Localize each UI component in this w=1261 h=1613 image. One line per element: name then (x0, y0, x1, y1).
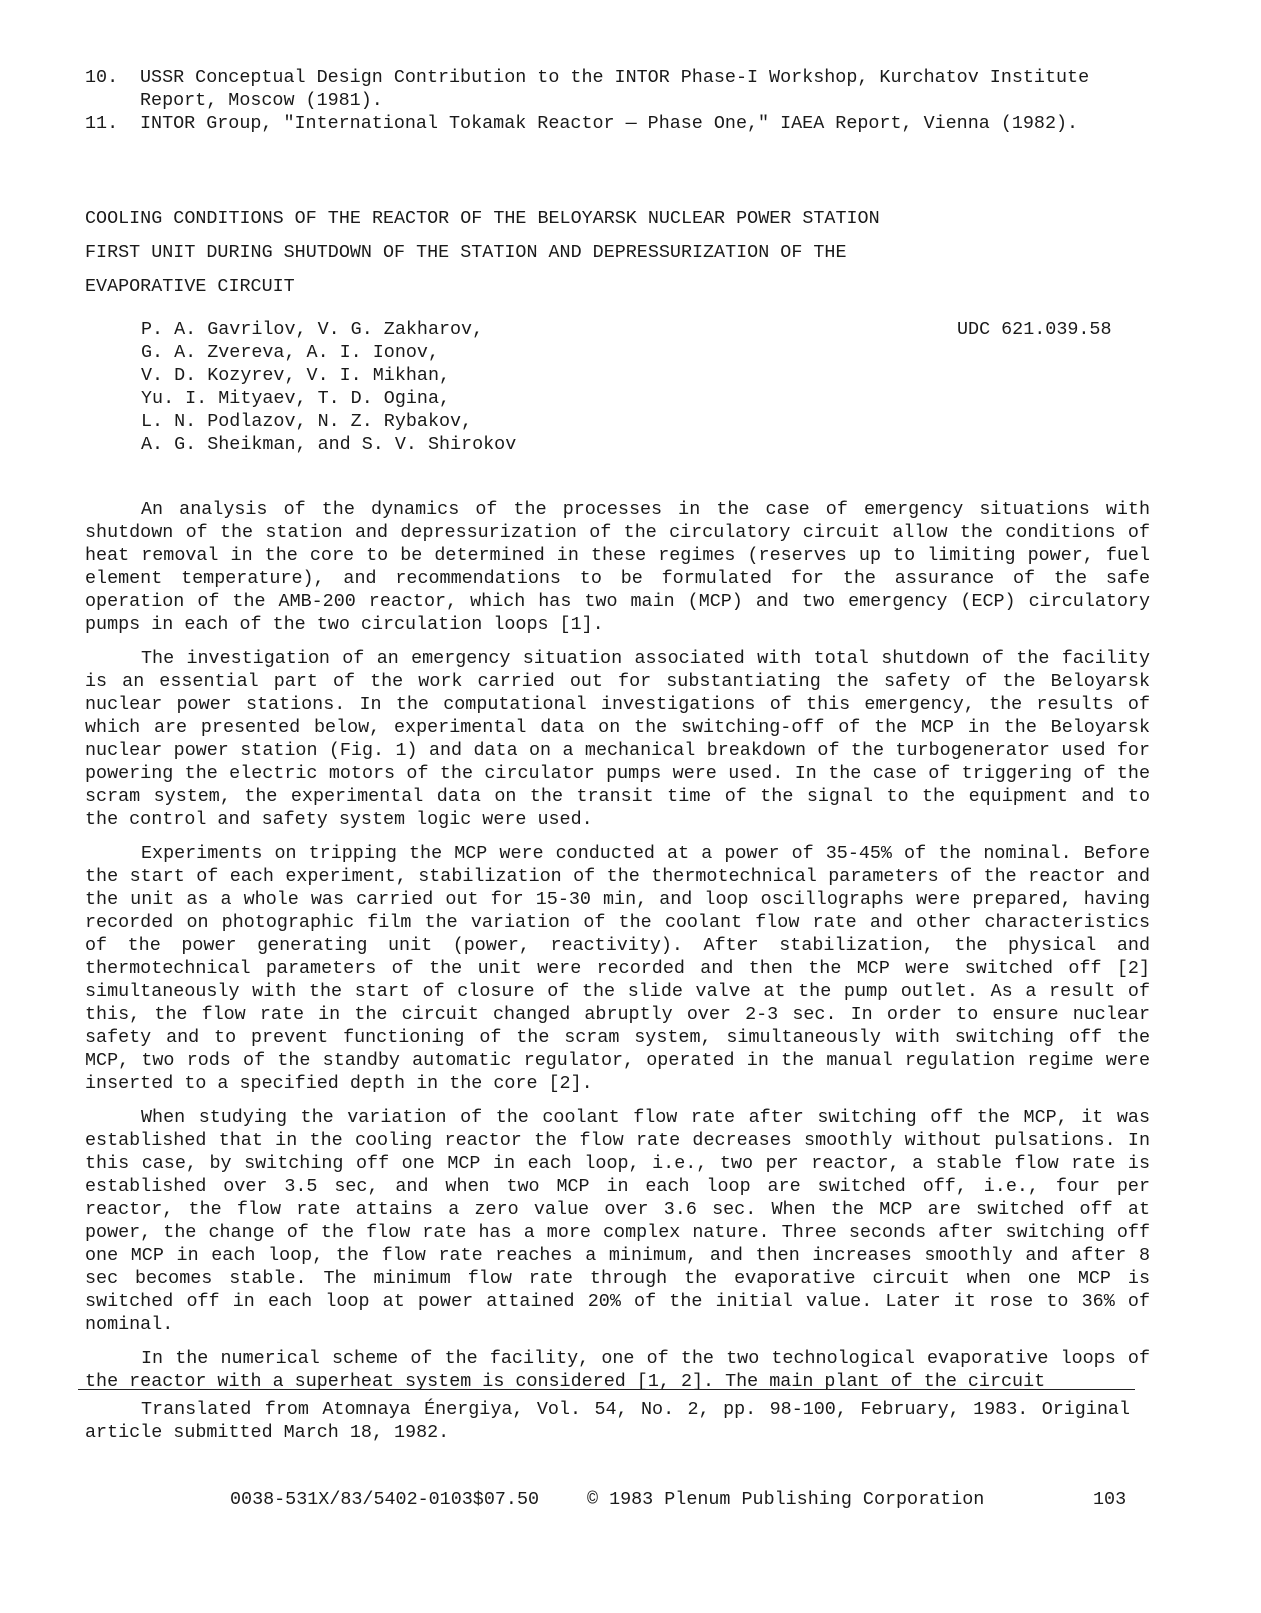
reference-list (85, 66, 1185, 135)
translation-footnote: Translated from Atomnaya Énergiya, Vol. 54, No. 2, pp. 98-100, February, 1983. Original article submitted March 18, 1982. (85, 1399, 1130, 1443)
author-line: V. D. Kozyrev, V. I. Mikhan, (141, 365, 451, 386)
reference-text: INTOR Group, "International Tokamak Reactor — Phase One," IAEA Report, Vienna (1982). (140, 113, 1079, 134)
reference-item (85, 66, 1185, 112)
footnote-divider (78, 1389, 1135, 1390)
body-paragraph: When studying the variation of the coolant flow rate after switching off the MCP, it was established that in the cooling reactor the flow rate decreases smoothly without pulsations. In this case, by switching off one MCP in each loop, i.e., two per reactor, a stable flow rate is established over 3.5 sec, and when two MCP in each loop are switched off, i.e., four per reactor, the flow rate attains a zero value over 3.6 sec. When the MCP are switched off at power, the change of the flow rate has a more complex nature. Three seconds after switching off one MCP in each loop, the flow rate reaches a minimum, and then increases smoothly and after 8 sec becomes stable. The minimum flow rate through the evaporative circuit when one MCP is switched off in each loop at power attained 20% of the initial value. Later it rose to 36% of nominal. (85, 1107, 1150, 1335)
udc-code: UDC 621.039.58 (957, 319, 1112, 340)
author-line: P. A. Gavrilov, V. G. Zakharov, (141, 319, 484, 340)
body-paragraph: In the numerical scheme of the facility, one of the two technological evaporative loops of the reactor with a superheat system is considered [1, 2]. The main plant of the circuit (85, 1348, 1150, 1392)
body-paragraph: The investigation of an emergency situation associated with total shutdown of the facility is an essential part of the work carried out for substantiating the safety of the Beloyarsk nuclear power stations. In the computational investigations of this emergency, the results of which are presented below, experimental data on the switching-off of the MCP in the Beloyarsk nuclear power station (Fig. 1) and data on a mechanical breakdown of the turbogenerator used for powering the electric motors of the circulator pumps were used. In the case of triggering of the scram system, the experimental data on the transit time of the signal to the equipment and to the control and safety system logic were used. (85, 648, 1150, 830)
page-footer (0, 1488, 1261, 1511)
author-list (141, 318, 741, 456)
body-paragraph: Experiments on tripping the MCP were conducted at a power of 35-45% of the nominal. Before the start of each experiment, stabilization of the thermotechnical parameters of the reactor and the unit as a whole was carried out for 15-30 min, and loop oscillographs were prepared, having recorded on photographic film the variation of the coolant flow rate and other characteristics of the power generating unit (power, reactivity). After stabilization, the physical and thermotechnical parameters of the unit were recorded and then the MCP were switched off [2] simultaneously with the start of closure of the slide valve at the pump outlet. As a result of this, the flow rate in the circuit changed abruptly over 2-3 sec. In order to ensure nuclear safety and to prevent functioning of the scram system, simultaneously with switching off the MCP, two rods of the standby automatic regulator, operated in the manual regulation regime were inserted to a specified depth in the core [2]. (85, 843, 1150, 1094)
page-number: 103 (1093, 1489, 1127, 1510)
author-line: Yu. I. Mityaev, T. D. Ogina, (141, 388, 451, 409)
reference-text: USSR Conceptual Design Contribution to the INTOR Phase-I Workshop, Kurchatov Institute Report, Moscow (1981). (140, 67, 1090, 111)
author-line: L. N. Podlazov, N. Z. Rybakov, (141, 411, 473, 432)
title-line: FIRST UNIT DURING SHUTDOWN OF THE STATION AND DEPRESSURIZATION OF THE (85, 242, 847, 263)
title-line: COOLING CONDITIONS OF THE REACTOR OF THE BELOYARSK NUCLEAR POWER STATION (85, 208, 880, 229)
body-paragraph: An analysis of the dynamics of the processes in the case of emergency situations with shutdown of the station and depressurization of the circulatory circuit allow the conditions of heat removal in the core to be determined in these regimes (reserves up to limiting power, fuel element temperature), and recommendations to be formulated for the assurance of the safe operation of the AMB-200 reactor, which has two main (MCP) and two emergency (ECP) circulatory pumps in each of the two circulation loops [1]. (85, 499, 1150, 635)
author-line: A. G. Sheikman, and S. V. Shirokov (141, 434, 517, 455)
copyright-notice: © 1983 Plenum Publishing Corporation (587, 1489, 985, 1510)
title-line: EVAPORATIVE CIRCUIT (85, 276, 295, 297)
author-line: G. A. Zvereva, A. I. Ionov, (141, 342, 439, 363)
reference-number: 10. (85, 67, 119, 88)
article-body (85, 498, 1150, 1404)
article-title (85, 202, 985, 304)
reference-item (85, 112, 1185, 135)
publication-code: 0038-531X/83/5402-0103$07.50 (230, 1489, 540, 1510)
reference-number: 11. (85, 113, 119, 134)
